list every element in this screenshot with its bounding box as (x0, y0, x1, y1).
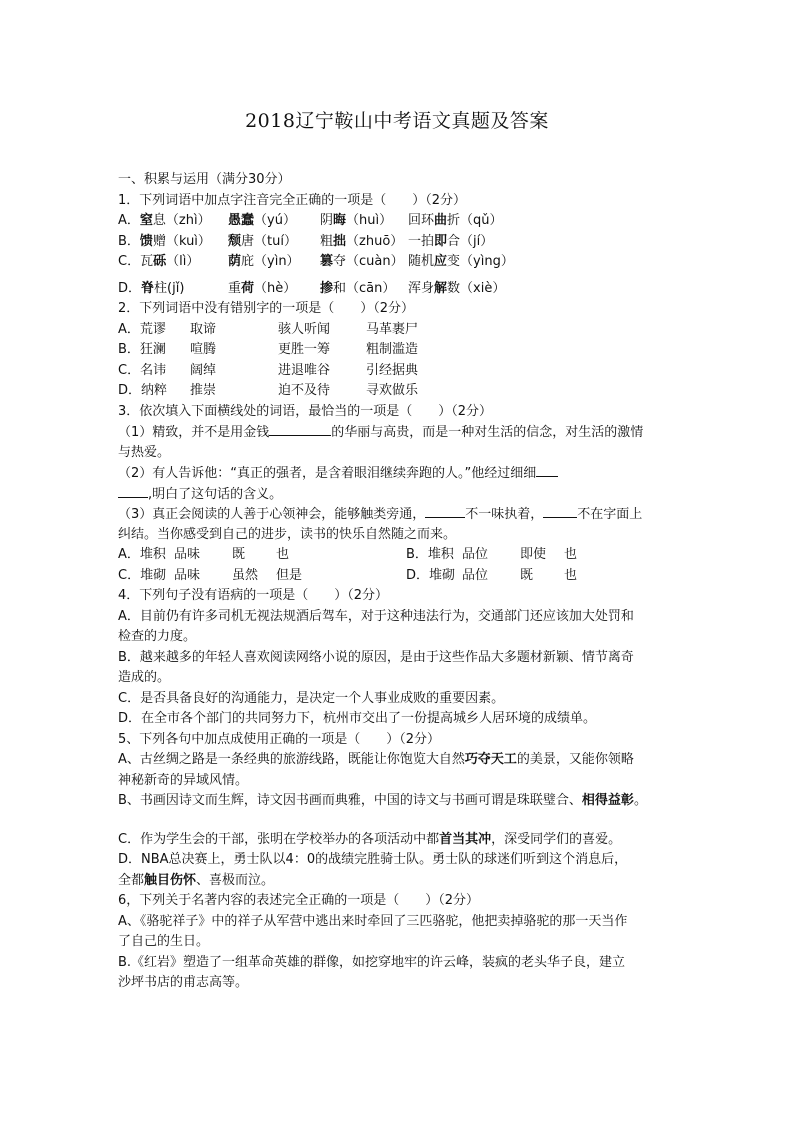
q5-option-c: C．作为学生会的干部，张明在学校举办的各项活动中都首当其冲，深受同学们的喜爱。 (118, 831, 622, 847)
q3-stem: 3．依次填入下面横线处的词语，最恰当的一项是（ ）（2分） (118, 403, 493, 419)
q1-option-b: B．馈赠（kuì） 颓唐（tuí） 粗拙（zhuō） 一拍即合（jí） (118, 233, 494, 249)
q2-option-d: D．纳粹 推崇 迫不及待 寻欢做乐 (118, 383, 419, 398)
q5-option-d-cont: 全都触目伤怀、喜极而泣。 (118, 872, 275, 888)
answer-blank[interactable] (536, 463, 558, 477)
q2-option-c: C．名讳 阔绰 进退唯谷 引经据典 (118, 362, 419, 378)
q3-sentence-2: （2）有人告诉他：“真正的强者，是含着眼泪继续奔跑的人。”他经过细细 (118, 463, 688, 484)
q5-option-d: D．NBA总决赛上，勇士队以4：0的战绩完胜骑士队。勇士队的球迷们听到这个消息后， (118, 852, 628, 867)
q6-option-a: A、《骆驼祥子》中的祥子从军营中逃出来时牵回了三匹骆驼，他把卖掉骆驼的那一天当作 (118, 913, 628, 929)
answer-blank[interactable] (118, 484, 148, 498)
q2-stem: 2．下列词语中没有错别字的一项是（ ）（2分） (118, 301, 415, 316)
q1-option-c: C．瓦砾（lì） 荫庇（yìn） 篡夺（cuàn） 随机应变（yìng） (118, 254, 514, 269)
q3-sentence-1-cont: 与热爱。 (118, 444, 171, 460)
q4-option-a-cont: 检查的力度。 (118, 629, 197, 644)
q4-option-a: A．目前仍有许多司机无视法规酒后驾车，对于这种违法行为，交通部门还应该加大处罚和 (118, 608, 634, 624)
q3-options-ab: A．堆积 品味 既 也 B．堆积 品位 即使 也 (118, 547, 578, 562)
q1-option-a: A．窒息（zhì） 愚蠢（yú） 阴晦（huì） 回环曲折（qǔ） (118, 213, 503, 228)
q2-option-b: B．狂澜 喧腾 更胜一筹 粗制滥造 (118, 342, 419, 357)
q3-sentence-3-cont: 纠结。当你感受到自己的进步，读书的快乐自然随之而来。 (118, 526, 457, 542)
q6-option-b-cont: 沙坪书店的甫志高等。 (118, 975, 249, 990)
q1-stem: 1．下列词语中加点字注音完全正确的一项是（ ）（2分） (118, 192, 467, 208)
page-title: 2018辽宁鞍山中考语文真题及答案 (245, 110, 549, 132)
q5-option-b: B、书画因诗文而生辉，诗文因书画而典雅，中国的诗文与书画可谓是珠联璧合、相得益彰。 (118, 793, 647, 808)
exam-content (118, 170, 688, 994)
q3-sentence-2-cont: ,明白了这句话的含义。 (118, 484, 688, 505)
q4-option-b: B．越来越多的年轻人喜欢阅读网络小说的原因，是由于这些作品大多题材新颖、情节离奇 (118, 649, 634, 665)
section-heading: 一、积累与运用（满分30分） (118, 172, 291, 187)
q1-option-d: D．脊柱(jǐ) 重荷（hè） 掺和（cān） 浑身解数（xiè） (118, 280, 506, 296)
q3-sentence-1: （1）精致，并不是用金钱 的华丽与高贵，而是一种对生活的信念，对生活的激情 (118, 422, 688, 443)
q6-option-a-cont: 了自己的生日。 (118, 934, 210, 949)
q4-option-c: C．是否具备良好的沟通能力，是决定一个人事业成败的重要因素。 (118, 690, 505, 706)
q5-stem: 5、下列各句中加点成使用正确的一项是（ ）（2分） (118, 731, 441, 747)
q4-option-b-cont: 造成的。 (118, 670, 171, 685)
q4-stem: 4．下列句子没有语病的一项是（ ）（2分） (118, 588, 389, 603)
q3-sentence-3: （3）真正会阅读的人善于心领神会，能够触类旁通， 不一味执着， 不在字面上 (118, 504, 688, 525)
q6-stem: 6，下列关于名著内容的表述完全正确的一项是（ ）（2分） (118, 893, 480, 908)
q5-option-a: A、古丝绸之路是一条经典的旅游线路，既能让你饱览大自然巧夺天工的美景，又能你领略 (118, 752, 634, 767)
answer-blank[interactable] (543, 504, 577, 518)
answer-blank[interactable] (269, 422, 331, 436)
q6-option-b: B.《红岩》塑造了一组革命英雄的群像，如挖穿地牢的许云峰，装疯的老头华子良，建立 (118, 954, 626, 970)
q3-options-cd: C．堆砌 品味 虽然 但是 D．堆砌 品位 既 也 (118, 567, 578, 583)
q4-option-d: D．在全市各个部门的共同努力下，杭州市交出了一份提高城乡人居环境的成绩单。 (118, 711, 597, 726)
q5-option-a-cont: 神秘新奇的异域风情。 (118, 772, 249, 788)
answer-blank[interactable] (425, 504, 465, 518)
q2-option-a: A．荒谬 取谛 骇人听闻 马革裹尸 (118, 321, 419, 337)
